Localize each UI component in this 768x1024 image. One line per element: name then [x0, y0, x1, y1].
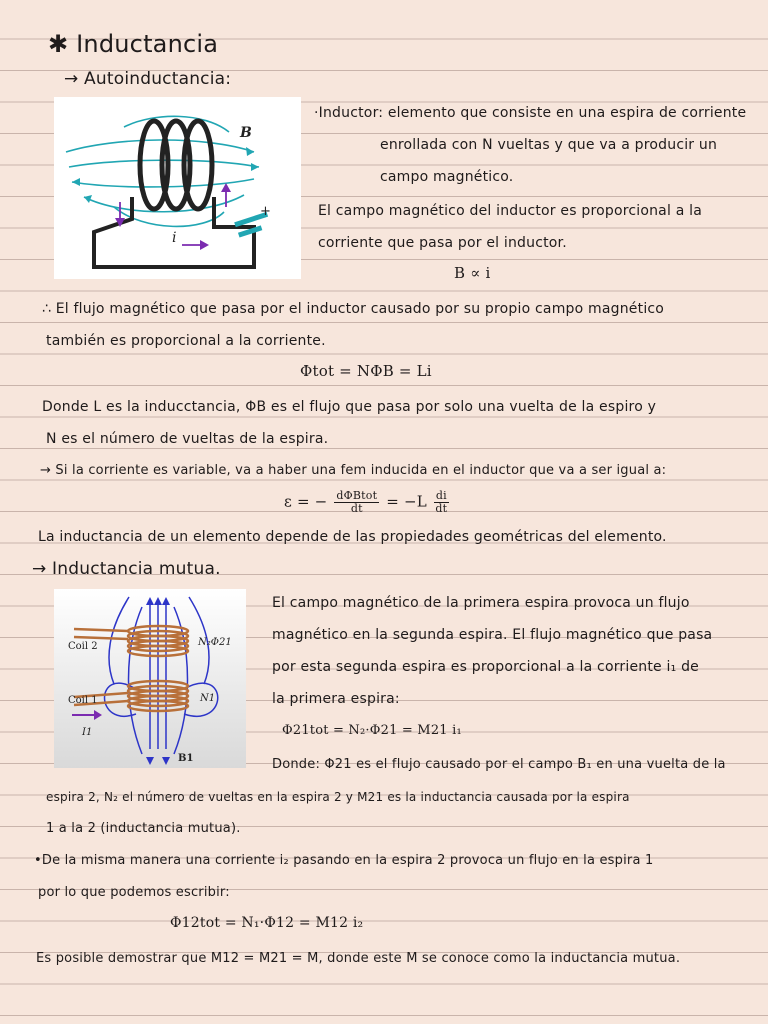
emf-fraction-1: [334, 490, 379, 515]
proportional-equation: B ∝ i: [454, 264, 491, 282]
inductor-line: enrollada con N vueltas y que va a producir un: [380, 137, 718, 153]
b1-label: B1: [178, 753, 194, 764]
b-field-label: B: [240, 125, 252, 141]
i1-label: I1: [82, 727, 93, 738]
emf-den-2: dt: [435, 502, 448, 515]
donde-line: N es el número de vueltas de la espira.: [46, 431, 329, 447]
mutual-flux-equation-2: Φ12tot = N₁·Φ12 = M12 i₂: [170, 915, 364, 931]
emf-lhs: ε = −: [284, 492, 328, 511]
n2phi21-label: N₂Φ21: [198, 637, 232, 648]
emf-fraction-2: [434, 490, 449, 515]
mutua-intro-line: la primera espira:: [272, 691, 400, 707]
mutua-donde-line: Donde: Φ21 es el flujo causado por el campo B₁ en una vuelta de la: [272, 757, 726, 772]
variable-current-line: → Si la corriente es variable, va a haber una fem inducida en el inductor que va a ser igual a:: [40, 463, 667, 478]
mutual-flux-equation-1: Φ21tot = N₂·Φ21 = M21 i₁: [282, 723, 462, 738]
emf-num-2: di: [435, 489, 447, 502]
emf-equation: [284, 490, 451, 515]
flux-equation: Φtot = NΦB = Li: [300, 362, 432, 380]
mutua-intro-line: magnético en la segunda espira. El flujo magnético que pasa: [272, 627, 713, 643]
emf-mid: = −L: [386, 492, 427, 511]
flux-line: también es proporcional a la corriente.: [46, 333, 326, 349]
current-label: i: [172, 230, 177, 246]
inductor-line: ·Inductor: elemento que consiste en una espira de corriente: [314, 105, 747, 121]
proportional-line: corriente que pasa por el inductor.: [318, 235, 567, 251]
page-title: ✱ Inductancia: [48, 30, 219, 58]
mutual-inductance-diagram: [54, 589, 246, 768]
section-heading-autoinductancia: → Autoinductancia:: [64, 69, 232, 89]
proportional-line: El campo magnético del inductor es proporcional a la: [318, 203, 703, 219]
coil2-label: Coil 2: [68, 641, 98, 652]
section-heading-mutua: → Inductancia mutua.: [32, 559, 221, 579]
emf-den-1: dt: [350, 502, 363, 515]
coil1-label: Coil 1: [68, 695, 98, 706]
mutua-intro-line: El campo magnético de la primera espira provoca un flujo: [272, 595, 690, 611]
battery-plus-label: +: [260, 204, 271, 219]
mutua-donde-line: espira 2, N₂ el número de vueltas en la espira 2 y M21 es la inductancia causada por la espira: [46, 790, 630, 804]
final-conclusion-line: Es posible demostrar que M12 = M21 = M, donde este M se conoce como la inductancia mutua.: [36, 951, 681, 966]
mutua-donde-line: 1 a la 2 (inductancia mutua).: [46, 821, 241, 836]
inductor-figure: [54, 97, 301, 279]
mutual-inductance-figure: [54, 589, 246, 768]
inductor-line: campo magnético.: [380, 169, 514, 185]
same-manner-line: •De la misma manera una corriente i₂ pasando en la espira 2 provoca un flujo en la espira 1: [34, 853, 654, 868]
flux-line: ∴ El flujo magnético que pasa por el inductor causado por su propio campo magnético: [42, 301, 665, 317]
emf-num-1: dΦBtot: [336, 489, 378, 502]
geometric-line: La inductancia de un elemento depende de las propiedades geométricas del elemento.: [38, 529, 667, 545]
donde-line: Donde L es la inducctancia, ΦB es el flujo que pasa por solo una vuelta de la espiro y: [42, 399, 657, 415]
mutua-intro-line: por esta segunda espira es proporcional a la corriente i₁ de: [272, 659, 699, 675]
same-manner-line: por lo que podemos escribir:: [38, 885, 230, 900]
field-line: [66, 140, 254, 152]
n1-label: N1: [200, 693, 216, 704]
inductor-diagram: [54, 97, 301, 279]
